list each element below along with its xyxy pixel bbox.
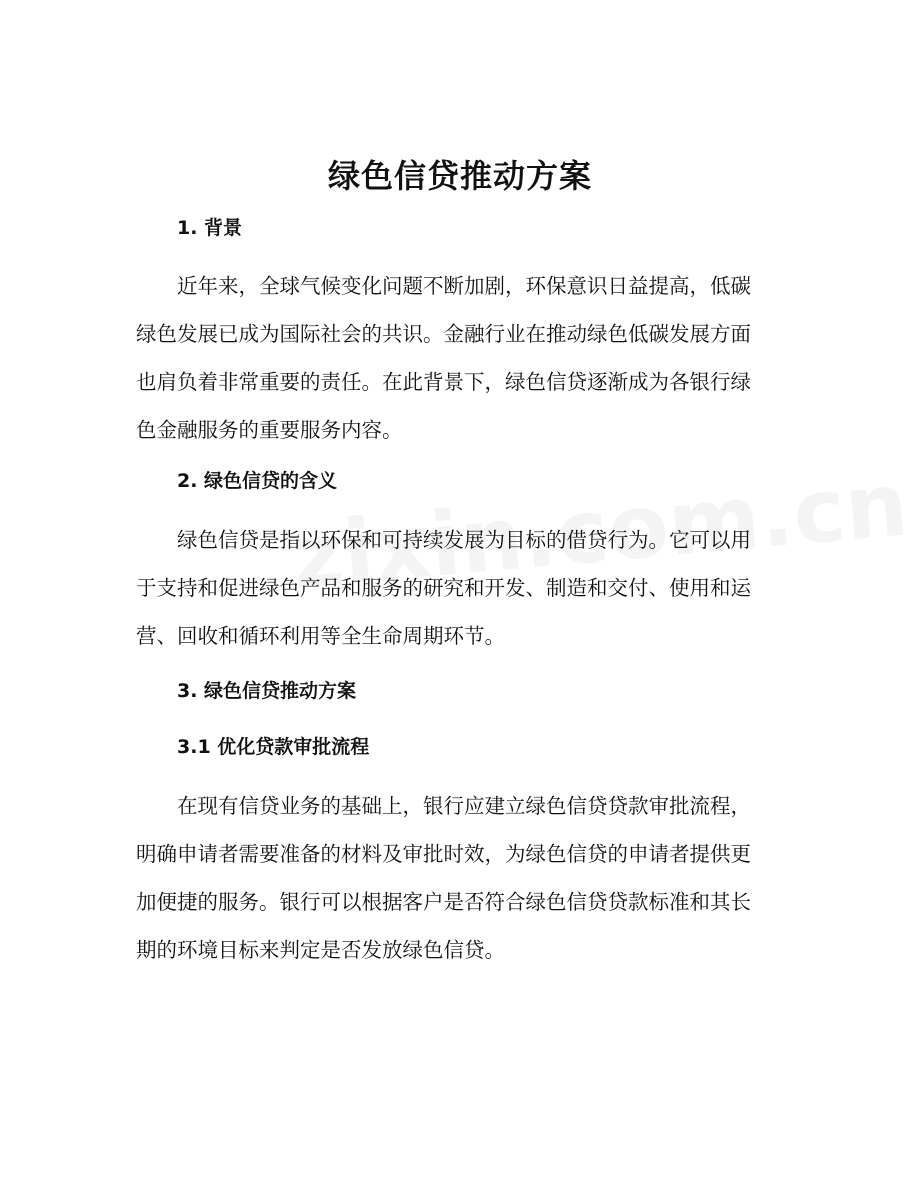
paragraph-approval — [136, 782, 776, 974]
paragraph-line: 近年来，全球气候变化问题不断加剧，环保意识日益提高，低碳 — [177, 274, 751, 298]
section-heading-plan: 3. 绿色信贷推动方案 — [177, 680, 357, 702]
section-heading-definition: 2. 绿色信贷的含义 — [177, 470, 338, 492]
paragraph-line: 于支持和促进绿色产品和服务的研究和开发、制造和交付、使用和运 — [136, 576, 751, 600]
paragraph-line: 绿色发展已成为国际社会的共识。金融行业在推动绿色低碳发展方面 — [136, 322, 751, 346]
paragraph-line: 加便捷的服务。银行可以根据客户是否符合绿色信贷贷款标准和其长 — [136, 890, 751, 914]
section-heading-background: 1. 背景 — [177, 217, 243, 239]
paragraph-line: 营、回收和循环利用等全生命周期环节。 — [136, 624, 505, 648]
paragraph-line: 色金融服务的重要服务内容。 — [136, 418, 403, 442]
document-title: 绿色信贷推动方案 — [327, 157, 592, 195]
paragraph-background — [136, 262, 776, 454]
paragraph-line: 也肩负着非常重要的责任。在此背景下，绿色信贷逐渐成为各银行绿 — [136, 370, 751, 394]
paragraph-line: 绿色信贷是指以环保和可持续发展为目标的借贷行为。它可以用 — [177, 528, 751, 552]
paragraph-line: 在现有信贷业务的基础上，银行应建立绿色信贷贷款审批流程， — [177, 794, 751, 818]
paragraph-line: 明确申请者需要准备的材料及审批时效，为绿色信贷的申请者提供更 — [136, 842, 751, 866]
subsection-heading-approval: 3.1 优化贷款审批流程 — [177, 736, 370, 758]
paragraph-definition — [136, 516, 776, 660]
paragraph-line: 期的环境目标来判定是否发放绿色信贷。 — [136, 938, 505, 962]
